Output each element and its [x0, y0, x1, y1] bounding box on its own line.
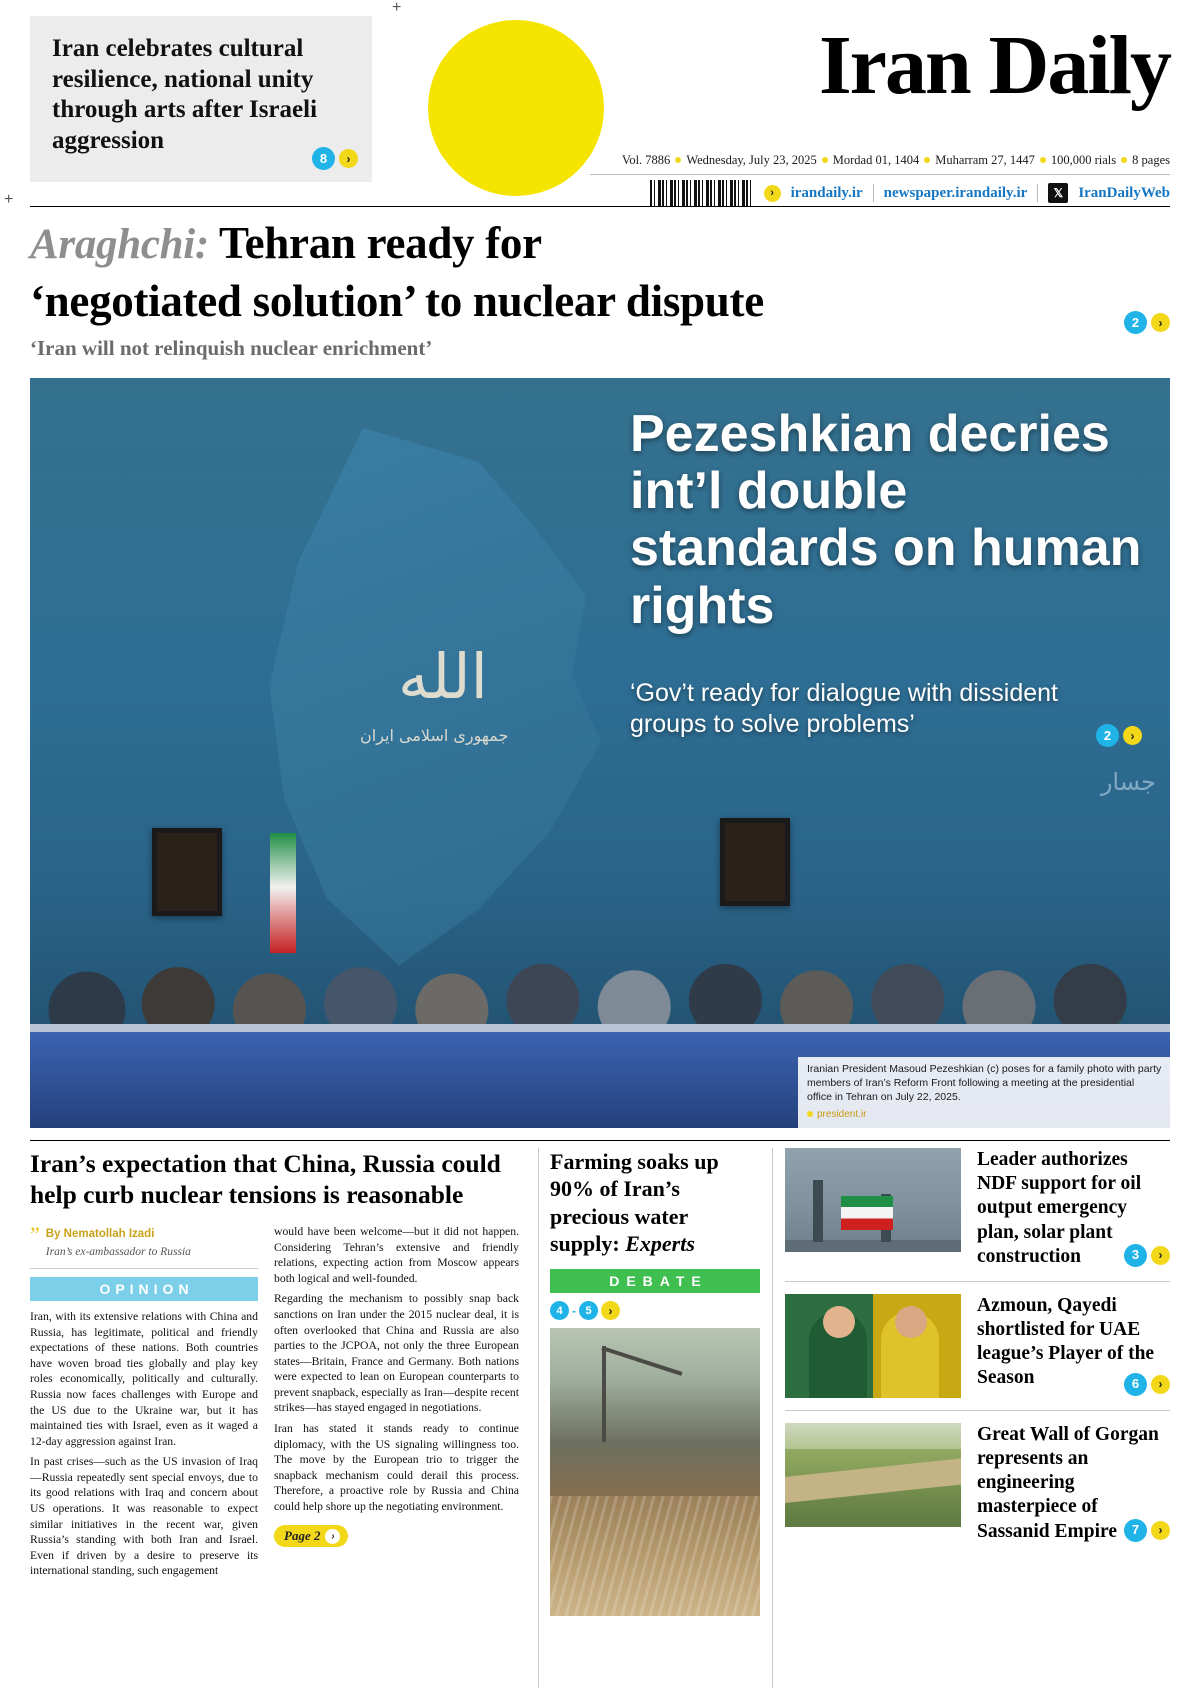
debate-headline — [550, 1148, 760, 1257]
bottom-section — [30, 1148, 1170, 1688]
quote-icon: ” — [30, 1222, 40, 1248]
player-two-head — [895, 1306, 927, 1338]
website-link-main[interactable]: irandaily.ir — [790, 184, 863, 201]
item-divider — [785, 1410, 1170, 1411]
news-headline: Great Wall of Gorgan represents an engineering masterpiece of Sassanid Empire — [977, 1423, 1159, 1542]
web-links-bar — [590, 180, 1170, 206]
teaser-page-ref[interactable] — [312, 147, 358, 170]
author-role: Iran’s ex-ambassador to Russia — [45, 1246, 191, 1259]
crane-arm — [601, 1346, 682, 1376]
nameplate — [590, 19, 1170, 112]
issue-info-line — [590, 153, 1170, 168]
photo-credit-text: president.ir — [817, 1108, 867, 1120]
paragraph: In past crises—such as the US invasion of Iraq—Russia repeatedly sent special envoys, due to its good relations with Iraq and concern about US operations. It was reasonable to expect similar initiatives in the recent war, given Russia’s standing with both Iran and Israel. Even if driven by a desire to preserve its international standing, such engagement — [30, 1455, 258, 1578]
footballers-photo — [785, 1294, 961, 1398]
khamenei-portrait — [720, 818, 790, 906]
news-headline-wrap — [977, 1148, 1170, 1269]
wall-ridge — [785, 1456, 961, 1504]
column-divider — [538, 1148, 539, 1688]
opinion-body-col2 — [274, 1224, 519, 1514]
masthead — [30, 16, 1170, 201]
photo-page-ref[interactable] — [1096, 724, 1142, 747]
news-page-ref[interactable] — [1124, 1519, 1170, 1542]
social-handle[interactable]: IranDailyWeb — [1078, 184, 1170, 201]
page-badge: 5 — [579, 1301, 598, 1320]
chevron-right-icon: › — [1151, 1521, 1170, 1540]
page-badge: 6 — [1124, 1373, 1147, 1396]
ground — [785, 1240, 961, 1252]
chevron-right-icon: › — [764, 185, 781, 202]
page-badge: 8 — [312, 147, 335, 170]
chevron-right-icon: › — [1151, 313, 1170, 332]
lead-headline-line2: ‘negotiated solution’ to nuclear dispute — [30, 275, 764, 326]
paragraph: Regarding the mechanism to possibly snap back sanctions on Iran under the 2015 nuclear deal, it is often overlooked that China and Russia are also parties to the JCPOA, not only the three European states—Britain, France and Germany. Both nations were expected to lean on European counterparts to prevent snapback, especially as Iran—despite recent strikes—has stayed engaged in negotiations. — [274, 1292, 519, 1415]
debate-photo — [550, 1328, 760, 1616]
opinion-tag: OPINION — [30, 1277, 258, 1301]
news-headline-wrap — [977, 1294, 1170, 1398]
news-headline-wrap — [977, 1423, 1170, 1544]
crop-mark-top: + — [392, 0, 402, 16]
photo-caption-box — [798, 1057, 1170, 1128]
page-range-dash: - — [572, 1303, 576, 1318]
opinion-body-col1 — [30, 1309, 258, 1579]
lead-headline — [30, 215, 1170, 330]
chevron-right-icon: › — [1151, 1246, 1170, 1265]
opinion-jump-link[interactable] — [274, 1525, 348, 1547]
player-one-head — [823, 1306, 855, 1338]
right-news-list — [785, 1148, 1170, 1556]
bullet-icon — [807, 1111, 813, 1117]
x-twitter-icon[interactable]: 𝕏 — [1048, 183, 1068, 203]
paragraph: Iran has stated it stands ready to continue diplomacy, with the US signaling willingness too. The move by the European trio to trigger the snapback mechanism could derail this process. Therefore, a proactive role by Russia and China could help shore up the negotiating environment. — [274, 1421, 519, 1513]
date-gregorian: Wednesday, July 23, 2025 — [686, 153, 817, 167]
page-badge: 2 — [1124, 311, 1147, 334]
iran-flag-icon — [841, 1196, 893, 1230]
price: 100,000 rials — [1050, 153, 1117, 167]
news-item[interactable] — [785, 1294, 1170, 1410]
persian-watermark: جسار — [1100, 768, 1156, 796]
news-page-ref[interactable] — [1124, 1244, 1170, 1267]
news-item[interactable] — [785, 1148, 1170, 1281]
iran-emblem-icon: الله — [398, 640, 488, 713]
opinion-byline — [30, 1224, 258, 1269]
great-wall-photo — [785, 1423, 961, 1527]
paragraph: would have been welcome—but it did not happen. Considering Tehran’s extensive and friendly relations, expecting action from Moscow appears both logical and well-founded. — [274, 1225, 519, 1285]
news-headline: Leader authorizes NDF support for oil output emergency plan, solar plant construction — [977, 1149, 1142, 1267]
divider — [873, 184, 874, 202]
website-link-newspaper[interactable]: newspaper.irandaily.ir — [883, 184, 1028, 201]
chevron-right-icon: › — [339, 149, 358, 168]
page-badge: 4 — [550, 1301, 569, 1320]
photo-subhead: ‘Gov’t ready for dialogue with dissident groups to solve problems’ — [630, 679, 1059, 739]
muddy-water — [550, 1496, 760, 1616]
barcode-icon — [650, 180, 754, 206]
lead-headline-line1: Tehran ready for — [219, 218, 542, 268]
item-divider — [785, 1281, 1170, 1282]
chevron-right-icon: › — [325, 1529, 340, 1544]
teaser-box[interactable] — [30, 16, 372, 182]
debate-page-refs[interactable] — [550, 1301, 760, 1320]
divider-above-bottom — [30, 1140, 1170, 1141]
chevron-right-icon: › — [601, 1301, 620, 1320]
jump-label: Page 2 — [284, 1528, 321, 1544]
photo-headline: Pezeshkian decries int’l double standards on human rights — [630, 405, 1142, 635]
chevron-right-icon: › — [1151, 1375, 1170, 1394]
lead-kicker: Araghchi: — [30, 221, 209, 268]
debate-headline-italic: Experts — [625, 1230, 695, 1256]
news-page-ref[interactable] — [1124, 1373, 1170, 1396]
chevron-right-icon: › — [1123, 726, 1142, 745]
page-count: 8 pages — [1132, 153, 1170, 167]
date-solar: Mordad 01, 1404 — [832, 153, 920, 167]
divider — [1037, 184, 1038, 202]
masthead-divider — [590, 174, 1170, 175]
news-item[interactable] — [785, 1423, 1170, 1556]
page-badge: 7 — [1124, 1519, 1147, 1542]
main-photo[interactable] — [30, 378, 1170, 1128]
sun-logo — [428, 20, 604, 196]
paper-title: Iran Daily — [818, 19, 1170, 112]
author-name: By Nematollah Izadi — [45, 1228, 155, 1241]
paragraph: Iran, with its extensive relations with China and Russia, has legitimate, political and friendly expectations of these nations. Both countries have woven broad ties globally and play key roles economically, politically and culturally. Russia now faces challenges with Europe and the US due to the Ukraine war, but it has maintained ties with Israel, even as it waged a 12-day aggression against Iran. — [30, 1310, 258, 1448]
oil-rig-icon — [813, 1180, 823, 1242]
page-badge: 2 — [1096, 724, 1119, 747]
debate-article[interactable] — [550, 1148, 760, 1616]
news-headline: Azmoun, Qayedi shortlisted for UAE league’s Player of the Season — [977, 1294, 1155, 1389]
teaser-headline: Iran celebrates cultural resilience, national unity through arts after Israeli aggression — [52, 35, 318, 154]
column-divider — [772, 1148, 773, 1688]
map-caption-text: جمهوری اسلامی ایران — [360, 726, 509, 745]
opinion-headline: Iran’s expectation that China, Russia could help curb nuclear tensions is reasonable — [30, 1149, 501, 1210]
photo-credit — [807, 1108, 1162, 1121]
volume-number: Vol. 7886 — [621, 153, 671, 167]
page-badge: 3 — [1124, 1244, 1147, 1267]
debate-tag: DEBATE — [550, 1269, 760, 1293]
divider-under-masthead — [30, 206, 1170, 207]
crop-mark-left: + — [4, 191, 14, 208]
sky — [785, 1423, 961, 1449]
lead-page-ref[interactable] — [1124, 311, 1170, 334]
lead-subhead: ‘Iran will not relinquish nuclear enrichment’ — [30, 335, 433, 360]
debate-headline-main: Farming soaks up 90% of Iran’s precious water supply: — [550, 1149, 719, 1256]
opinion-article[interactable] — [30, 1148, 527, 1584]
lead-story-header[interactable] — [30, 215, 1170, 361]
crane-structure — [602, 1346, 606, 1442]
photo-caption-text: Iranian President Masoud Pezeshkian (c) poses for a family photo with party members of Iran’s Reform Front following a meeting at the presidential office in Tehran on July 22, 2025. — [807, 1062, 1162, 1103]
oil-field-photo — [785, 1148, 961, 1252]
date-lunar: Muharram 27, 1447 — [935, 153, 1035, 167]
